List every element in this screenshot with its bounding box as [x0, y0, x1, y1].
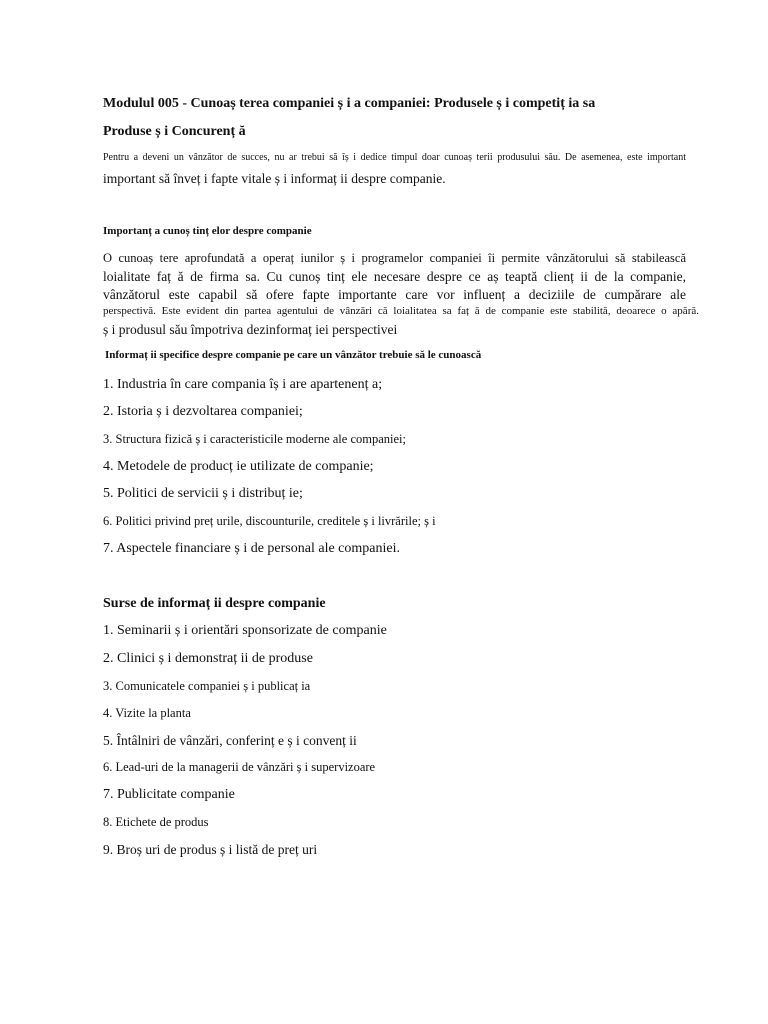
importance-heading: Importanț a cunoș tinț elor despre companie	[103, 225, 312, 237]
sources-heading: Surse de informaț ii despre companie	[103, 596, 326, 611]
list-item: 1. Industria în care compania îș i are apartenenț a;	[103, 377, 383, 392]
list-item: 2. Clinici ș i demonstraț ii de produse	[103, 651, 313, 666]
importance-line: vânzătorul este capabil să ofere fapte importante care vor influenț a deciziile de cumpărare ale	[103, 287, 686, 302]
list-item: 9. Broș uri de produs ș i listă de preț uri	[103, 842, 318, 857]
list-item: 4. Vizite la planta	[103, 706, 191, 720]
importance-line: perspectivă. Este evident din partea agentului de vânzări că loialitatea sa faț ă de companie este stabilită, deoarece o apără.	[103, 305, 699, 317]
list-item: 5. Întâlniri de vânzări, conferinț e ș i convenț ii	[103, 733, 357, 748]
list-item: 7. Aspectele financiare ș i de personal ale companiei.	[103, 541, 400, 556]
list-item: 6. Lead-uri de la managerii de vânzări ș i supervizoare	[103, 760, 376, 774]
intro-line: Pentru a deveni un vânzător de succes, nu ar trebui să îș i dedice timpul doar cunoaș terii produsului său. De asemenea, este important	[103, 152, 686, 163]
list-item: 5. Politici de servicii ș i distribuț ie;	[103, 486, 303, 501]
list-item: 8. Etichete de produs	[103, 815, 209, 829]
list-item: 4. Metodele de producț ie utilizate de companie;	[103, 459, 374, 474]
intro-line: important să înveț i fapte vitale ș i informaț ii despre companie.	[103, 171, 446, 186]
list-item: 1. Seminarii ș i orientări sponsorizate de companie	[103, 623, 387, 638]
specific-info-heading: Informaț ii specifice despre companie pe care un vânzător trebuie să le cunoască	[105, 349, 482, 361]
importance-line: O cunoaș tere aprofundată a operaț iunilor ș i programelor companiei îi permite vânzătorului să stabilească	[103, 251, 686, 265]
list-item: 7. Publicitate companie	[103, 787, 235, 802]
list-item: 3. Structura fizică ș i caracteristicile moderne ale companiei;	[103, 432, 406, 446]
importance-line: ș i produsul său împotriva dezinformaț iei perspectivei	[103, 322, 398, 337]
importance-line: loialitate faț ă de firma sa. Cu cunoș tinț ele necesare despre ce aș teaptă clienț ii de la companie,	[103, 269, 686, 284]
list-item: 3. Comunicatele companiei ș i publicaț ia	[103, 679, 311, 693]
page-subtitle: Produse ș i Concurenț ă	[103, 124, 246, 139]
page-title: Modulul 005 - Cunoaș terea companiei ș i a companiei: Produsele ș i competiț ia sa	[103, 96, 596, 111]
list-item: 6. Politici privind preț urile, discounturile, creditele ș i livrările; ș i	[103, 514, 436, 528]
list-item: 2. Istoria ș i dezvoltarea companiei;	[103, 404, 303, 419]
